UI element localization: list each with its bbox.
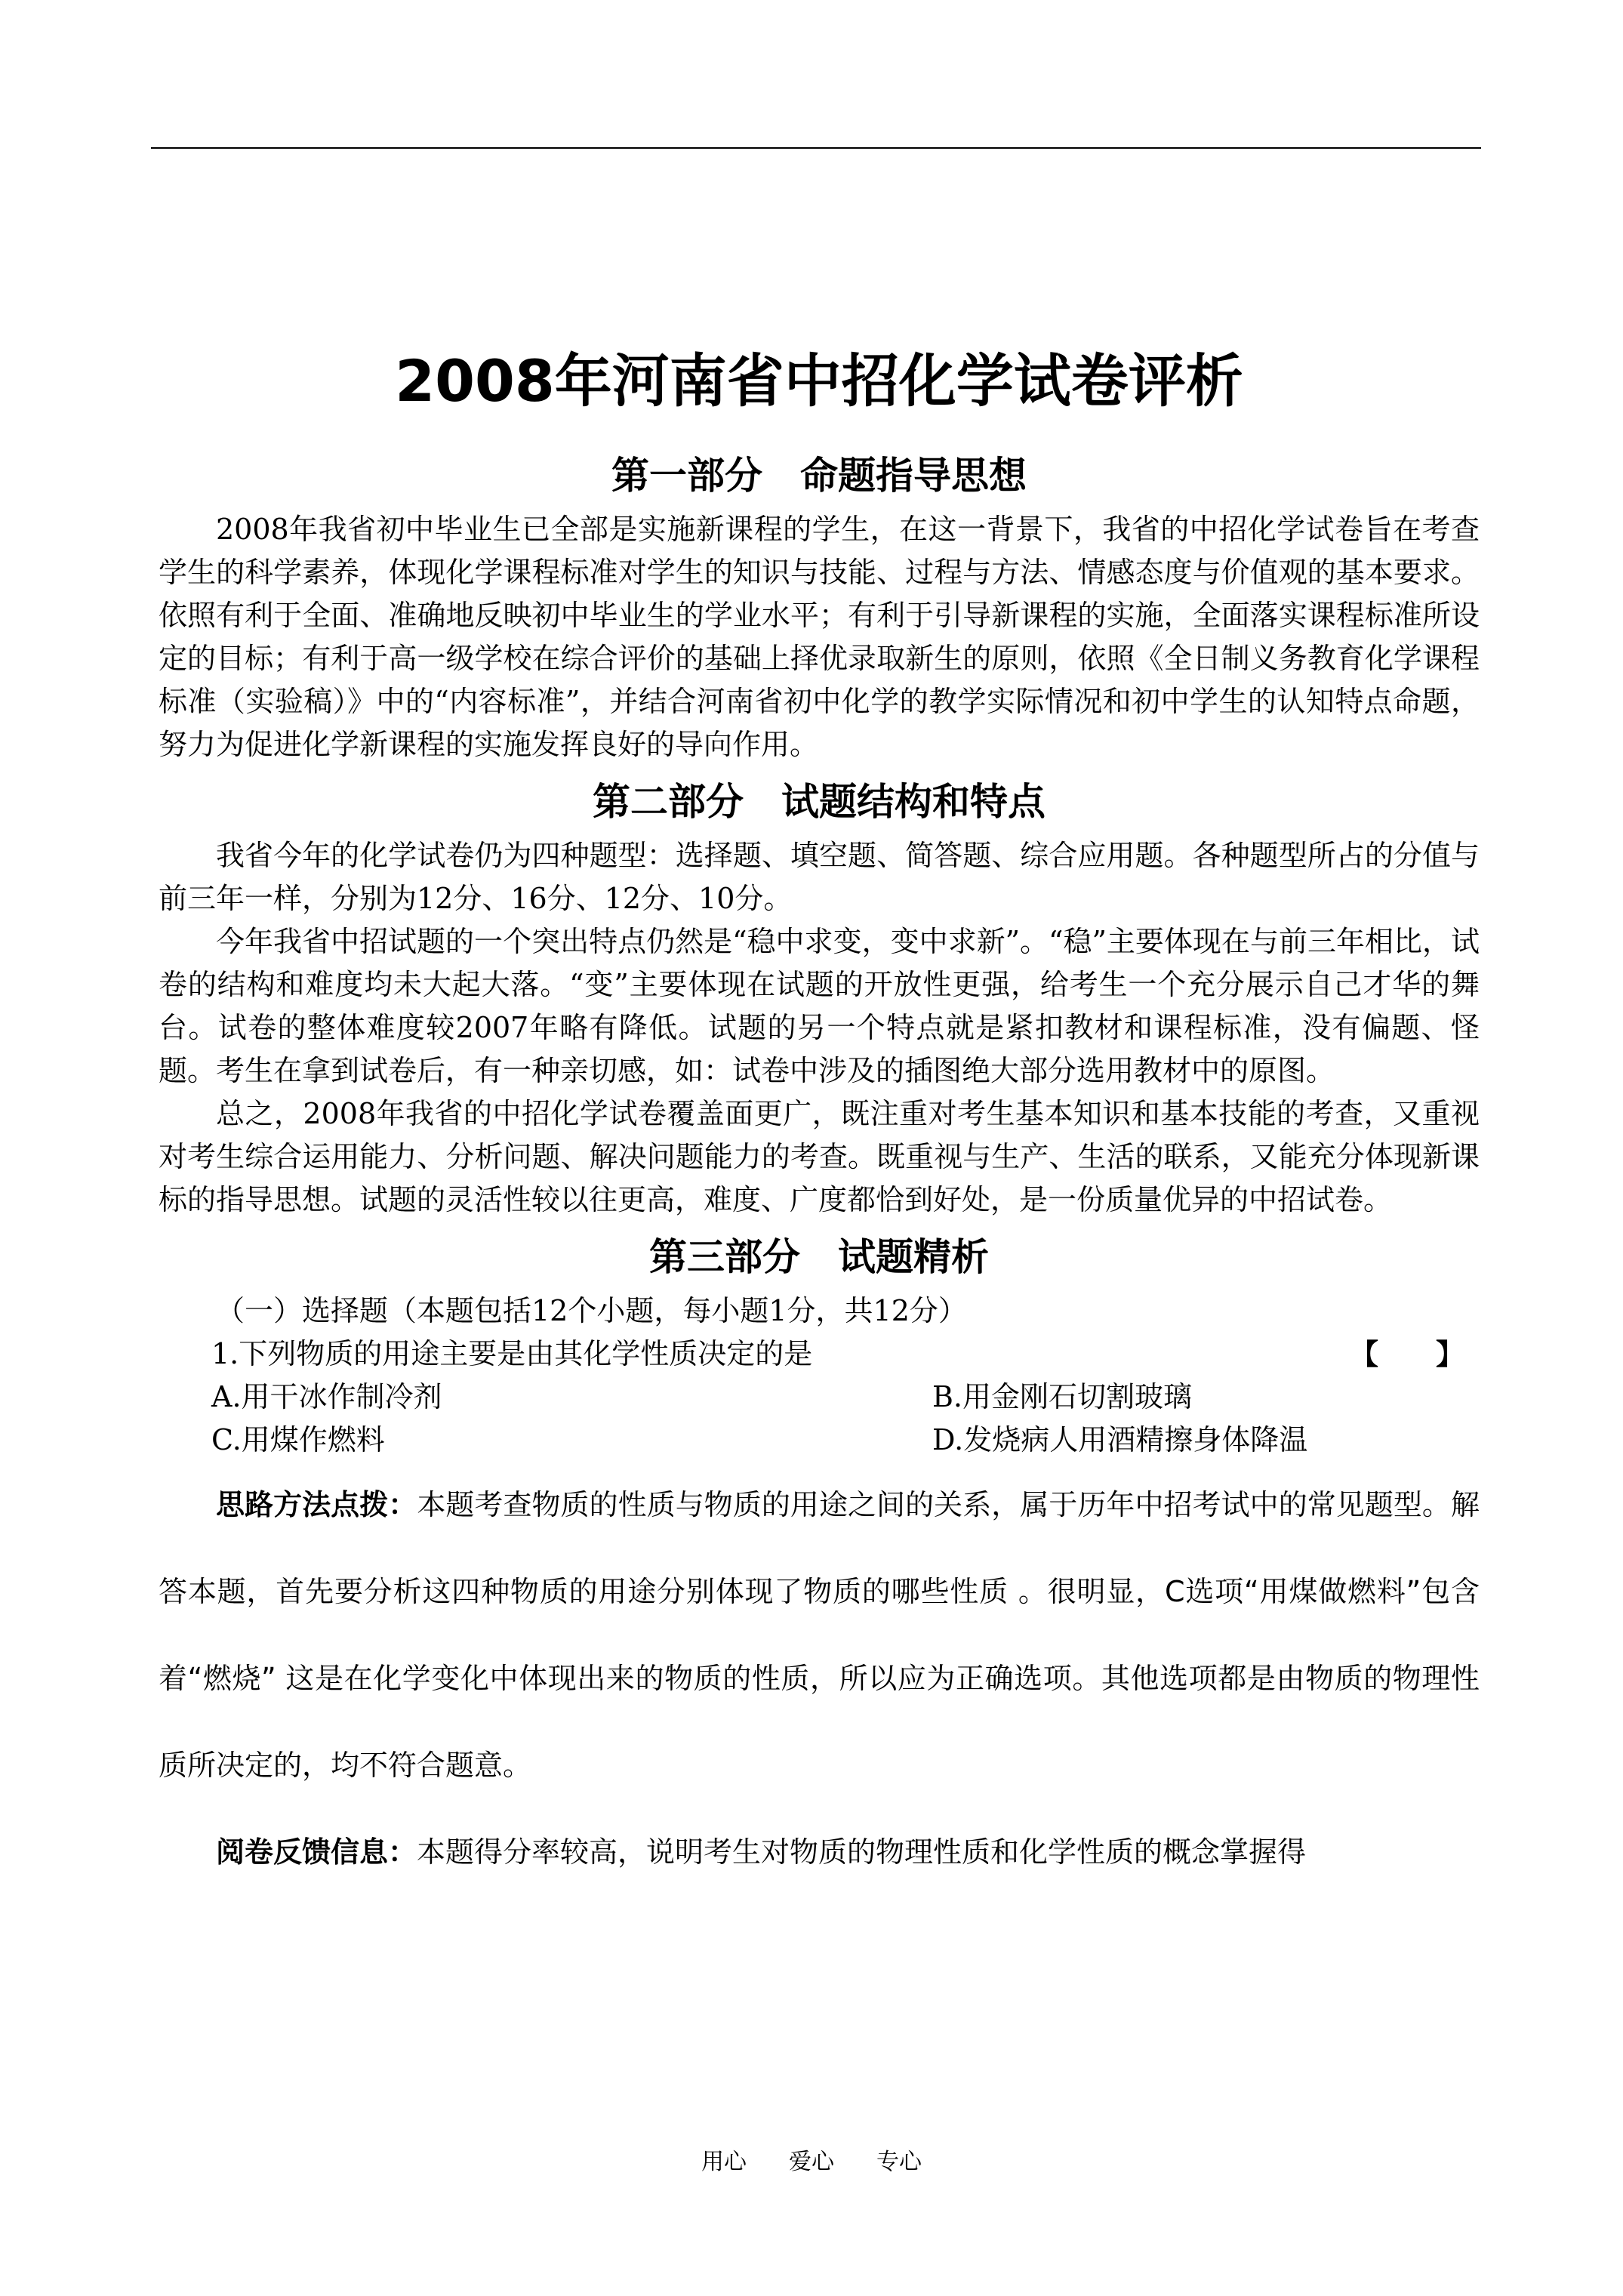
analysis-paragraph (159, 1462, 1480, 1809)
question-1 (159, 1333, 1480, 1376)
page-title: 2008年河南省中招化学试卷评析 (395, 347, 1243, 415)
feedback-paragraph (159, 1809, 1480, 1896)
part1-number: 第一部分 (611, 454, 762, 498)
footer-item: 用心 (701, 2149, 747, 2175)
part1-name: 命题指导思想 (800, 454, 1027, 498)
part3-number: 第三部分 (649, 1235, 800, 1279)
part2-name: 试题结构和特点 (781, 780, 1046, 824)
page-footer (0, 2143, 1623, 2176)
section-title-part1 (159, 449, 1480, 502)
part1-paragraph: 2008年我省初中毕业生已全部是实施新课程的学生，在这一背景下，我省的中招化学试卷旨在考查学生的科学素养，体现化学课程标准对学生的知识与技能、过程与方法、情感态度与价值观的基本要求。依照有利于全面、准确地反映初中毕业生的学业水平；有利于引导新课程的实施，全面落实课程标准所设定的目标；有利于高一级学校在综合评价的基础上择优录取新生的原则，依照《全日制义务教育化学课程标准（实验稿）》中的“内容标准”，并结合河南省初中化学的教学实际情况和初中学生的认知特点命题，努力为促进化学新课程的实施发挥良好的导向作用。 (159, 513, 1480, 761)
part2-paragraph-1: 我省今年的化学试卷仍为四种题型：选择题、填空题、简答题、综合应用题。各种题型所占的分值与前三年一样，分别为12分、16分、12分、10分。 (159, 839, 1480, 915)
option-c: C.用煤作燃料 (211, 1423, 385, 1456)
footer-item: 爱心 (789, 2149, 834, 2175)
analysis-lead: 思路方法点拨： (216, 1488, 417, 1521)
section-title-part3 (159, 1231, 1480, 1284)
footer-item: 专心 (876, 2149, 922, 2175)
feedback-text: 本题得分率较高，说明考生对物质的物理性质和化学性质的概念掌握得 (417, 1835, 1307, 1869)
answer-bracket: 【 】 (1349, 1337, 1464, 1371)
question-1-options (159, 1376, 1480, 1462)
feedback-lead: 阅卷反馈信息： (216, 1835, 417, 1869)
document-body (159, 344, 1480, 1896)
option-d: D.发烧病人用酒精擦身体降温 (932, 1423, 1308, 1456)
question-1-text: 1.下列物质的用途主要是由其化学性质决定的是 (211, 1337, 813, 1370)
part2-paragraph-2: 今年我省中招试题的一个突出特点仍然是“稳中求变，变中求新”。“稳”主要体现在与前三年相比，试卷的结构和难度均未大起大落。“变”主要体现在试题的开放性更强，给考生一个充分展示自己才华的舞台。试卷的整体难度较2007年略有降低。试题的另一个特点就是紧扣教材和课程标准，没有偏题、怪题。考生在拿到试卷后，有一种亲切感，如：试卷中涉及的插图绝大部分选用教材中的原图。 (159, 925, 1480, 1087)
part2-paragraph-3: 总之，2008年我省的中招化学试卷覆盖面更广，既注重对考生基本知识和基本技能的考查，又重视对考生综合运用能力、分析问题、解决问题能力的考查。既重视与生产、生活的联系，又能充分体现新课标的指导思想。试题的灵活性较以往更高，难度、广度都恰到好处，是一份质量优异的中招试卷。 (159, 1097, 1480, 1216)
option-a: A.用干冰作制冷剂 (211, 1380, 442, 1413)
header-rule (151, 147, 1481, 149)
option-b: B.用金刚石切割玻璃 (932, 1380, 1193, 1413)
section-title-part2 (159, 775, 1480, 828)
choice-section-heading: （一）选择题（本题包括12个小题，每小题1分，共12分） (216, 1294, 967, 1327)
part2-number: 第二部分 (593, 780, 744, 824)
analysis-text: 本题考查物质的性质与物质的用途之间的关系，属于历年中招考试中的常见题型。解答本题，首先要分析这四种物质的用途分别体现了物质的哪些性质 。很明显，C选项“用煤做燃料”包含着“燃烧” 这是在化学变化中体现出来的物质的性质，所以应为正确选项。其他选项都是由物质的物理性质所决定的，均不符合题意。 (159, 1488, 1480, 1782)
part3-name: 试题精析 (838, 1235, 989, 1279)
